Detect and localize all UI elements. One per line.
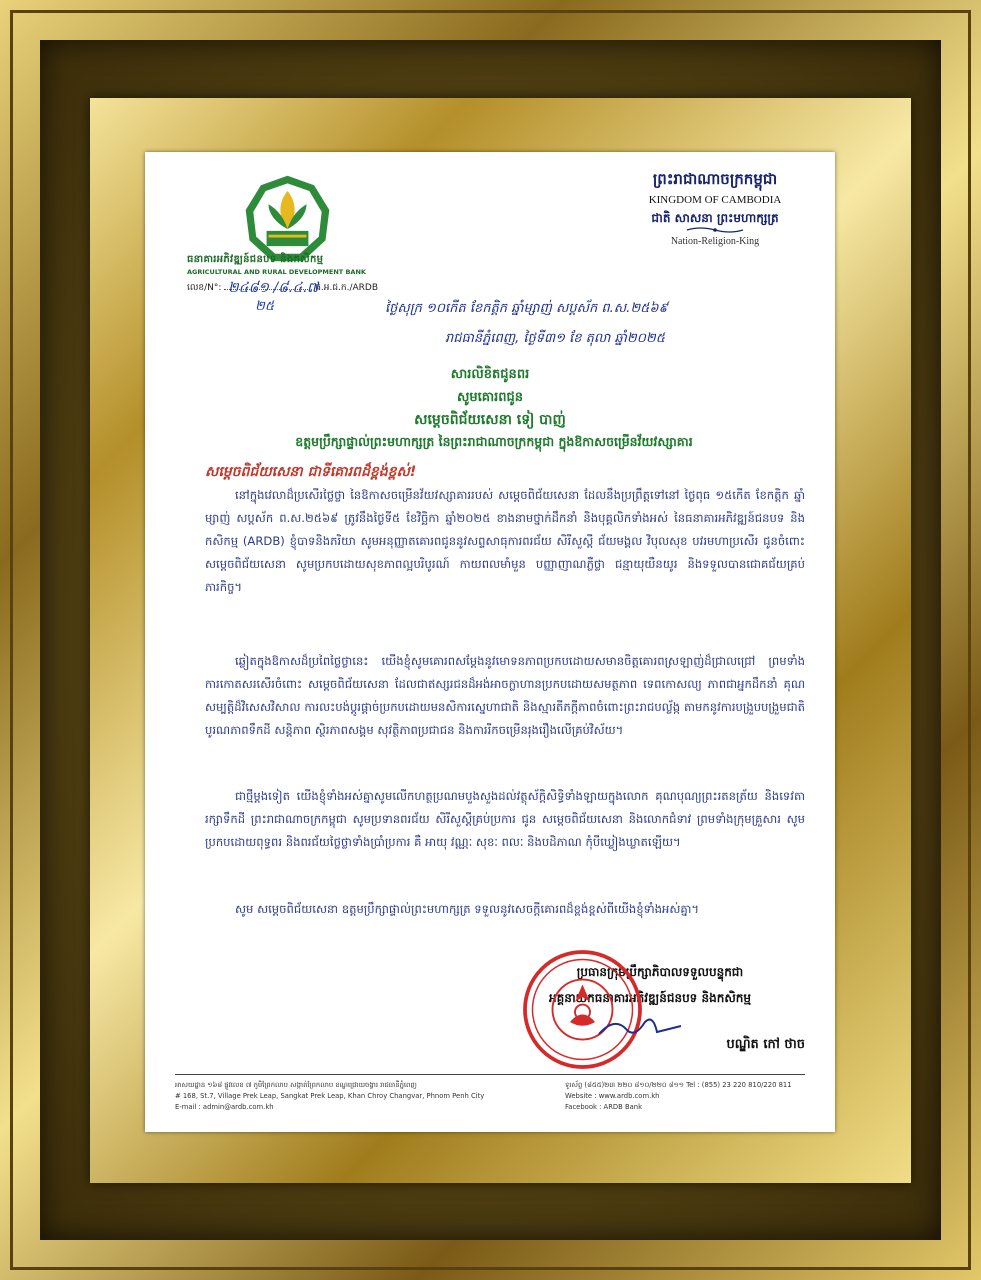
letter-occasion: ឧត្តមប្រឹក្សាផ្ទាល់ព្រះមហាក្សត្រ នៃព្រះរាជាណាចក្រកម្ពុជា ក្នុងឱកាសចម្រើនវ័យវស្សាគារ	[295, 434, 693, 449]
ref-year-handwritten: ២៥	[255, 299, 275, 314]
motto-en: Nation-Religion-King	[670, 236, 760, 247]
paragraph-3: ជាថ្មីម្តងទៀត យើងខ្ញុំទាំងអស់គ្នាសូមលើកហត្ថប្រណមបួងសួងដល់វត្ថុស័ក្តិសិទ្ធិទាំងឡាយក្នុងលោក គុណបុណ្យព្រះរតនត្រ័យ និងទេវតារក្សាទឹកដី ព្រះរាជាណាចក្រកម្ពុជា សូមប្រទានពរជ័យ សិរីសួស្តីគ្រប់ប្រការ ជូន សម្តេចពិជ័យសេនា និងលោកជំទាវ ព្រមទាំងក្រុមគ្រួសារ សូមប្រកបដោយពុទ្ធពរ និងពរជ័យថ្លៃថ្លាទាំងប្រាំប្រការ គឺ អាយុ វណ្ណៈ សុខៈ ពលៈ និងបដិភាណ កុំបីឃ្លៀងឃ្លាតឡើយ។	[205, 789, 805, 849]
signatory-title-2: អគ្គនាយកធនាគារអភិវឌ្ឍន៍ជនបទ និងកសិកម្ម	[549, 991, 751, 1005]
salutation: សម្តេចពិជ័យសេនា ជាទីគោរពដ៏ខ្ពង់ខ្ពស់!	[205, 464, 417, 480]
ref-suffix: ធ.អ.ជ.ក./ARDB	[315, 283, 379, 293]
ref-number-handwritten: ២៤៨១ /៨.៤.៧	[228, 280, 319, 296]
solar-date: រាជធានីភ្នំពេញ, ថ្ងៃទី៣១ ខែ តុលា ឆ្នាំ២០២៥	[445, 331, 665, 346]
letter-title: សារលិខិតជូនពរ	[450, 367, 530, 382]
footer-email: E-mail : admin@ardb.com.kh	[175, 1103, 274, 1111]
ornament-divider-icon	[685, 226, 745, 234]
lunar-date: ថ្ងៃសុក្រ ១០កើត ខែកត្តិក ឆ្នាំម្សាញ់ សប្តស័ក ព.ស.២៥៦៩	[385, 301, 668, 316]
paragraph-4: សូម សម្តេចពិជ័យសេនា ឧត្តមប្រឹក្សាផ្ទាល់ព្រះមហាក្សត្រ ទទួលនូវសេចក្តីគោរពដ៏ខ្ពង់ខ្ពស់ពីយើងខ្ញុំទាំងអស់គ្នា។	[235, 902, 700, 916]
footer-address-en: # 168, St.7, Village Prek Leap, Sangkat Prek Leap, Khan Chroy Changvar, Phnom Penh City	[175, 1092, 485, 1100]
bank-name-en: AGRICULTURAL AND RURAL DEVELOPMENT BANK	[187, 268, 366, 276]
signatory-title-1: ប្រធានក្រុមប្រឹក្សាភិបាលទទួលបន្ទុកជា	[576, 965, 744, 979]
footer-address-kh: អាសយដ្ឋាន ១៦៨ ផ្លូវលេខ ៧ ភូមិព្រែកលាប សង្កាត់ព្រែកលាប ខណ្ឌជ្រោយចង្វារ រាជធានីភ្នំពេញ	[175, 1081, 417, 1089]
footer-address-block	[175, 1080, 545, 1113]
letter-addressee-name: សម្តេចពិជ័យសេនា ទៀ បាញ់	[414, 412, 566, 428]
bank-name-kh: ធនាគារអភិវឌ្ឍន៍ជនបទ និងកសិកម្ម	[187, 254, 324, 265]
letter-addressee-intro: សូមគោរពជូន	[456, 390, 523, 405]
ref-label: លេខ/N°:	[187, 283, 222, 293]
footer-facebook: Facebook : ARDB Bank	[565, 1103, 643, 1111]
paragraph-1: នៅក្នុងវេលាដ៏ប្រសើរថ្លៃថ្លា នៃឱកាសចម្រើនវ័យវស្សាគាររបស់ សម្តេចពិជ័យសេនា ដែលនឹងប្រព្រឹត្តទៅនៅ ថ្ងៃពុធ ១៥កើត ខែកត្តិក ឆ្នាំម្សាញ់ សប្តស័ក ព.ស.២៥៦៩ ត្រូវនឹងថ្ងៃទី៥ ខែវិច្ឆិកា ឆ្នាំ២០២៥ ខាងនាមថ្នាក់ដឹកនាំ និងបុគ្គលិកទាំងអស់ នៃធនាគារអភិវឌ្ឍន៍ជនបទ និងកសិកម្ម (ARDB) ខ្ញុំបាទនិងភរិយា សូមអនុញ្ញាតគោរពជូននូវសព្ទសាធុការពរជ័យ សិរីសួស្តី ជ័យមង្គល វិបុលសុខ បវរមហាប្រសើរ ជូនចំពោះ សម្តេចពិជ័យសេនា សូមប្រកបដោយសុខភាពល្អបរិបូរណ៍ កាយពលមាំមួន បញ្ញាញាណភ្លឺថ្លា ជន្មាយុយឺនយូរ និងទទួលបានជោគជ័យគ្រប់ភារកិច្ច។	[205, 488, 805, 594]
kingdom-title-kh: ព្រះរាជាណាចក្រកម្ពុជា	[652, 170, 778, 188]
signatory-name: បណ្ឌិត កៅ ថាច	[726, 1037, 805, 1052]
motto-kh: ជាតិ សាសនា ព្រះមហាក្សត្រ	[651, 211, 779, 225]
kingdom-title-en: KINGDOM OF CAMBODIA	[648, 194, 782, 206]
paragraph-2: ឆ្លៀតក្នុងឱកាសដ៏ប្រពៃថ្លៃថ្លានេះ យើងខ្ញុំសូមគោរពសម្តែងនូវមោទនភាពប្រកបដោយសមានចិត្តគោរពស្រឡាញ់ដ៏ជ្រាលជ្រៅ ព្រមទាំងការកោតសរសើរចំពោះ សម្តេចពិជ័យសេនា ដែលជាឥស្សរជនដ៏អង់អាចក្លាហានប្រកបដោយសមត្ថភាព ទេពកោសល្យ ភាពជាអ្នកដឹកនាំ គុណសម្បត្តិដ៏វិសេសវិសាល ការលះបង់ប្តូរផ្តាច់ប្រកបដោយមនសិការស្នេហាជាតិ និងស្មារតីភក្តីភាពចំពោះព្រះរាជបល្ល័ង្ក តាមកនូវការបង្រួបបង្រួមជាតិ បូរណភាពទឹកដី សន្តិភាព ស្ថិរភាពសង្គម សុវត្ថិភាពប្រជាជន និងការរីកចម្រើនរុងរឿងលើគ្រប់វិស័យ។	[205, 654, 805, 737]
letter-paper	[145, 152, 835, 1132]
footer-website: Website : www.ardb.com.kh	[565, 1092, 660, 1100]
footer-phone: ទូរស័ព្ទ (៨៥៥)២៣ ២២០ ៨១០/២២០ ៨១១ Tel : (855) 23 220 810/220 811	[565, 1081, 792, 1089]
footer-contact-block	[565, 1080, 825, 1113]
footer-divider	[175, 1074, 805, 1075]
